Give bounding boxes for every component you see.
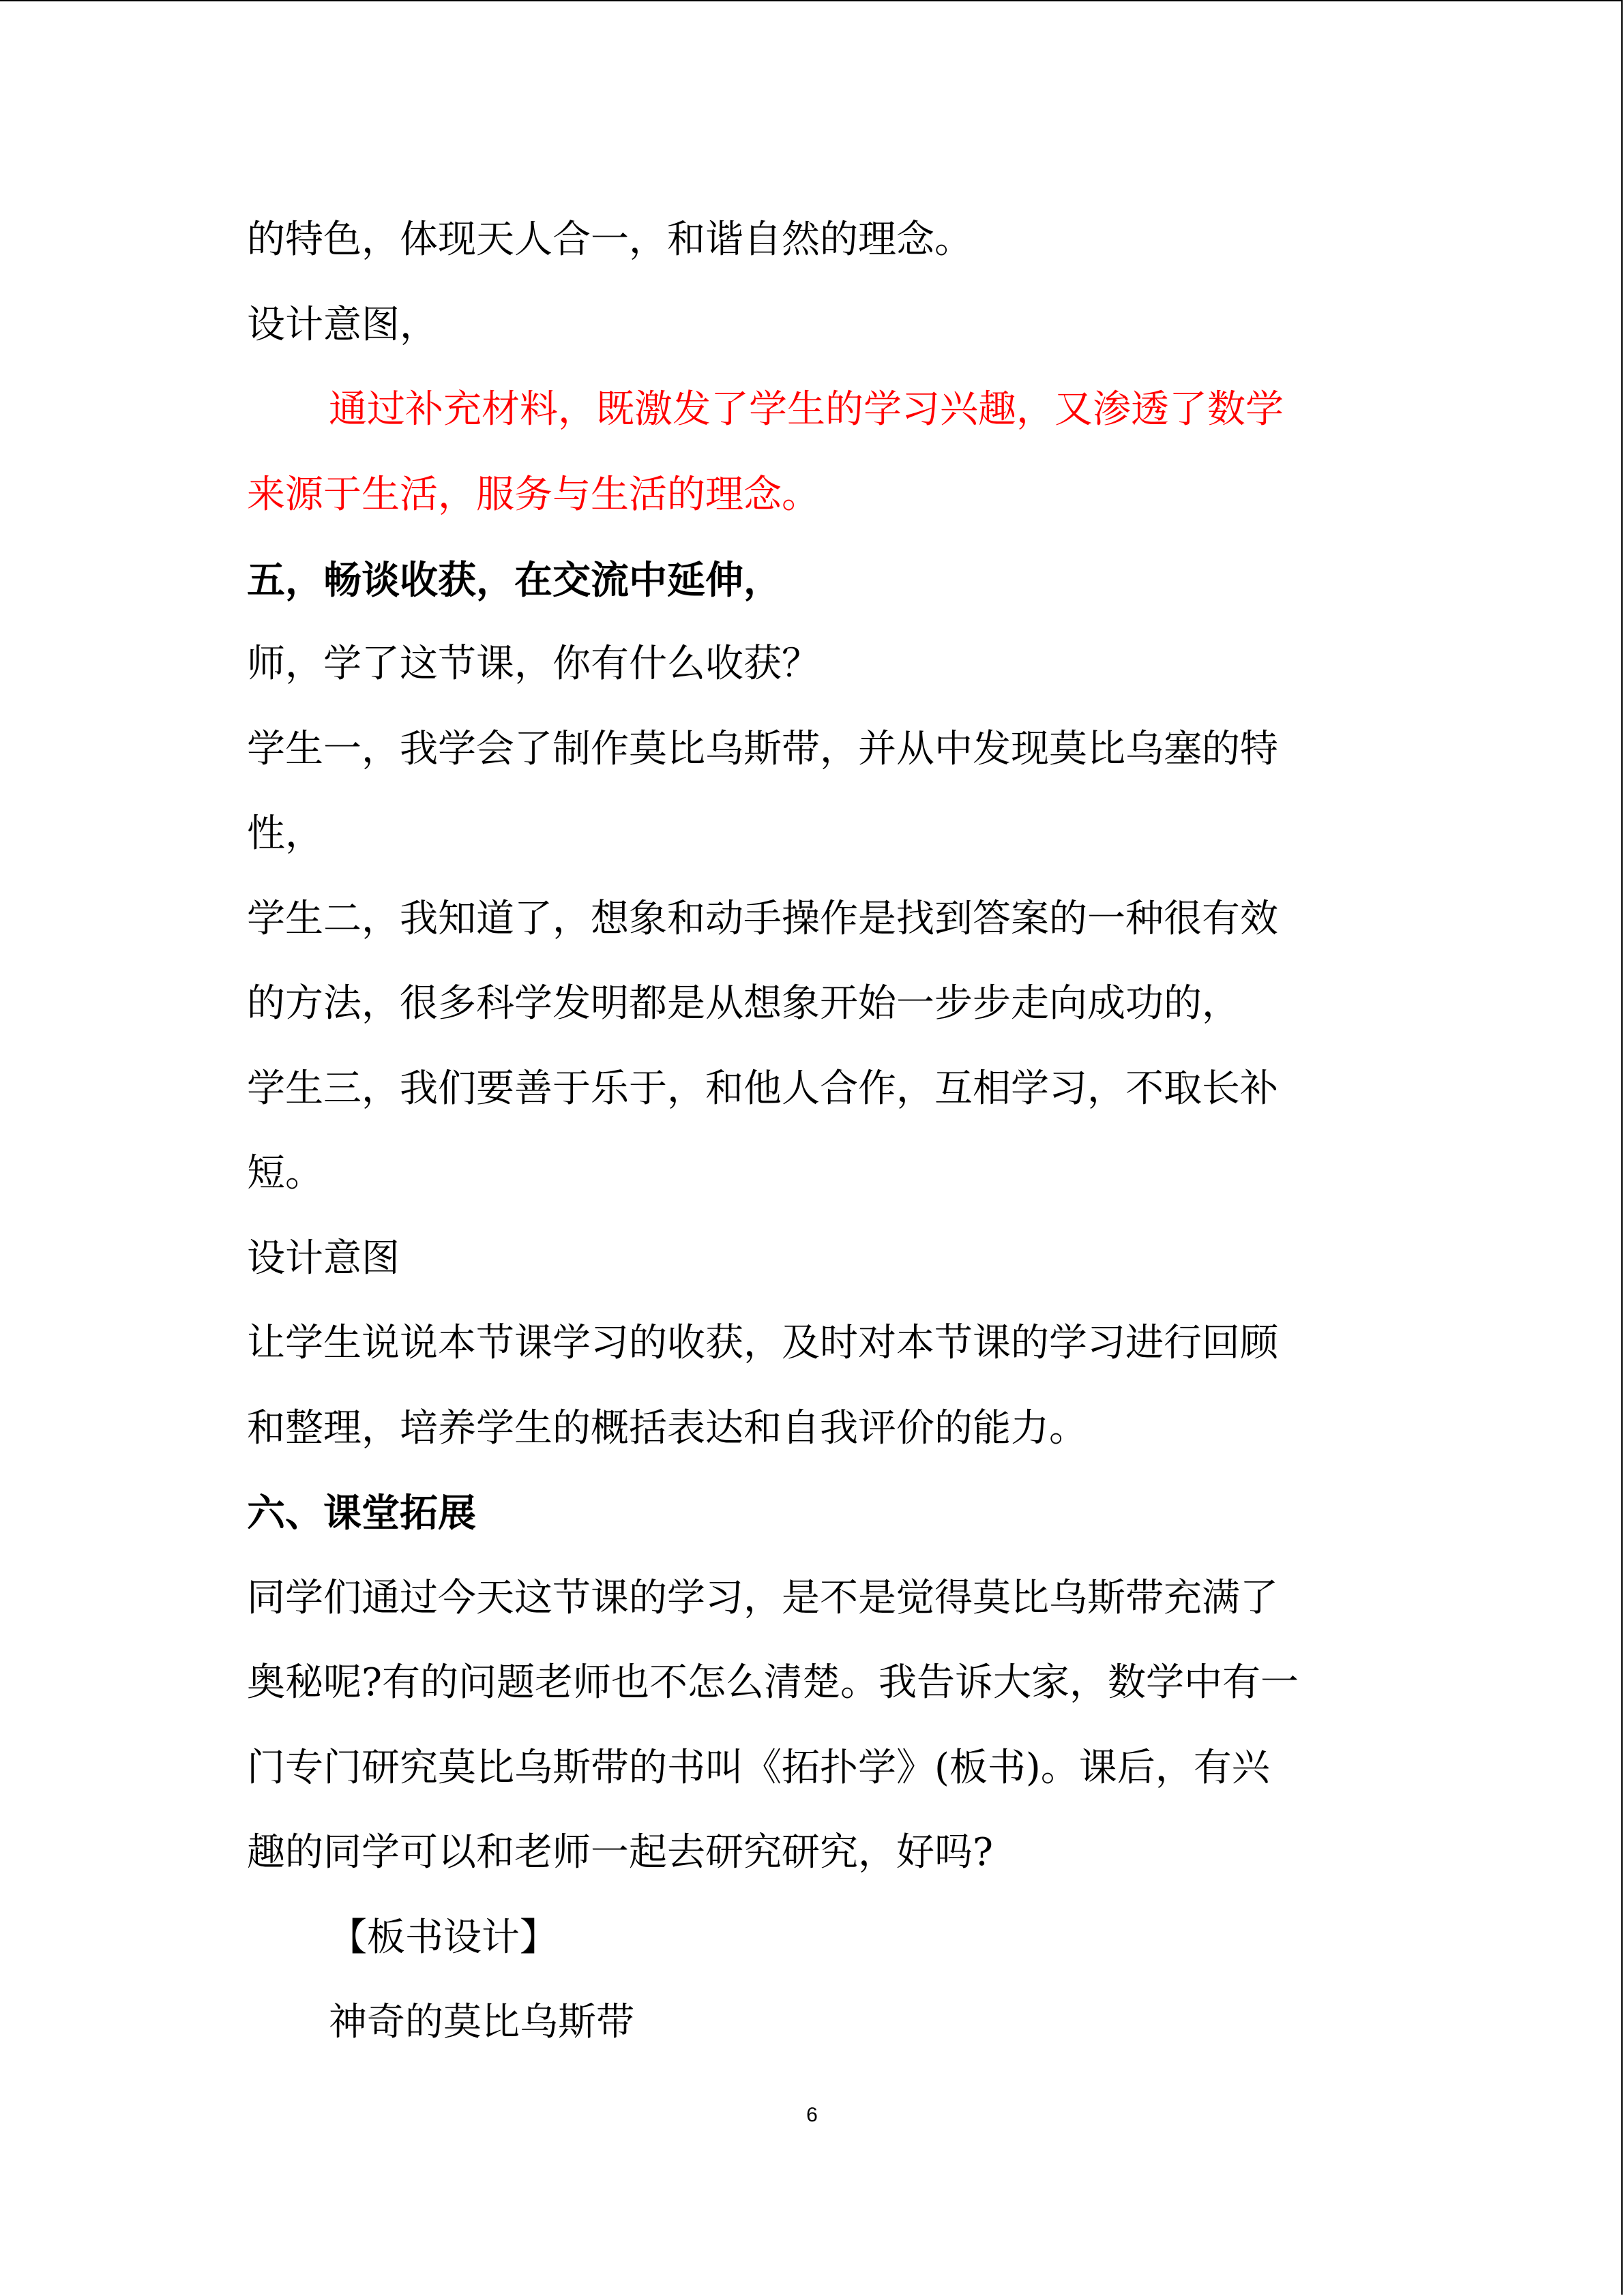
section-heading: 六、课堂拓展 xyxy=(247,1491,476,1536)
text-line: 学生三，我们要善于乐于，和他人合作，互相学习，不取长补 xyxy=(247,1067,1278,1111)
text-line: 的方法，很多科学发明都是从想象开始一步步走向成功的， xyxy=(247,981,1240,1026)
text-line: 同学们通过今天这节课的学习，是不是觉得莫比乌斯带充满了 xyxy=(247,1576,1278,1620)
text-line: 让学生说说本节课学习的收获，及时对本节课的学习进行回顾 xyxy=(247,1321,1278,1365)
highlighted-text-line: 通过补充材料，既激发了学生的学习兴趣，又渗透了数学 xyxy=(329,387,1284,432)
text-line: 的特色，体现天人合一，和谐自然的理念。 xyxy=(247,218,973,262)
board-design-title: 神奇的莫比乌斯带 xyxy=(329,2000,634,2044)
board-design-label: 【板书设计】 xyxy=(329,1915,558,1960)
page-number: 6 xyxy=(806,2104,818,2126)
highlighted-text-line: 来源于生活，服务与生活的理念。 xyxy=(247,473,820,517)
text-line: 趣的同学可以和老师一起去研究研究，好吗? xyxy=(247,1830,994,1875)
text-line: 门专门研究莫比乌斯带的书叫《拓扑学》(板书)。课后，有兴 xyxy=(247,1746,1270,1790)
text-line: 和整理，培养学生的概括表达和自我评价的能力。 xyxy=(247,1406,1087,1450)
text-line: 短。 xyxy=(247,1151,323,1195)
text-line: 性， xyxy=(247,811,323,856)
section-heading: 五，畅谈收获，在交流中延伸， xyxy=(247,558,782,603)
text-line: 奥秘呢?有的问题老师也不怎么清楚。我告诉大家，数学中有一 xyxy=(247,1660,1299,1705)
text-line: 师，学了这节课，你有什么收获？ xyxy=(247,642,820,686)
section-label: 设计意图， xyxy=(247,303,438,347)
section-label: 设计意图 xyxy=(247,1236,400,1281)
text-line: 学生一，我学会了制作莫比乌斯带，并从中发现莫比乌塞的特 xyxy=(247,727,1278,771)
text-line: 学生二，我知道了，想象和动手操作是找到答案的一种很有效 xyxy=(247,897,1278,941)
